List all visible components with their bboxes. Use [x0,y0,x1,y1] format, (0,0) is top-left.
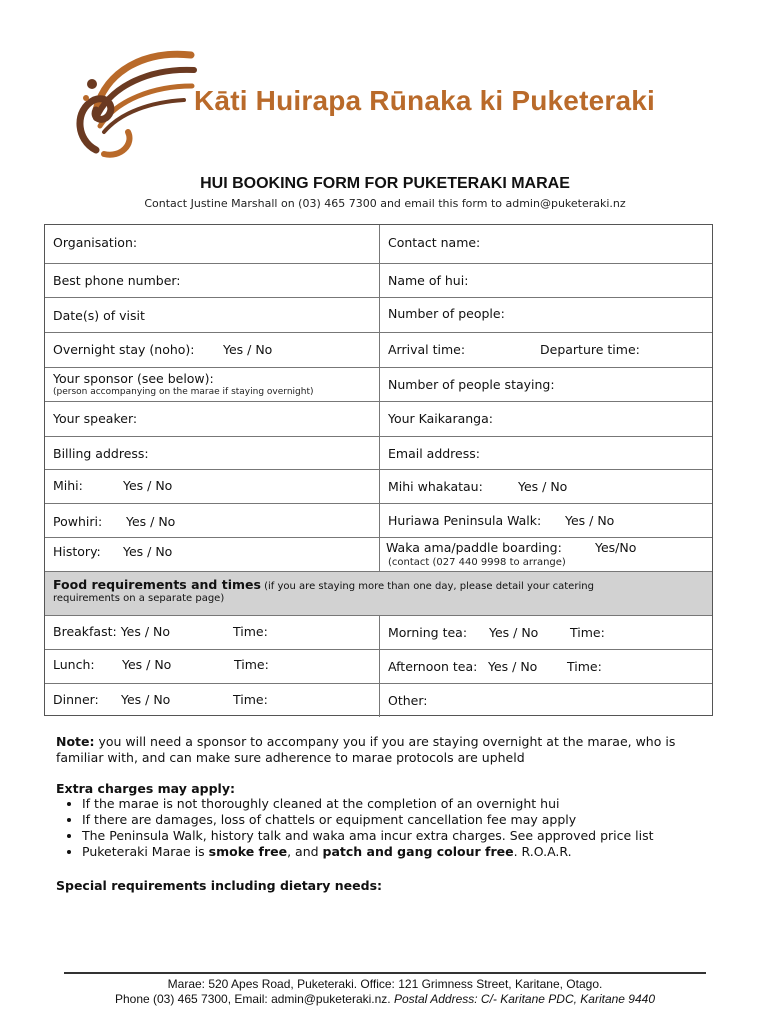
waka-ama-label: Waka ama/paddle boarding: [386,540,562,555]
breakfast-yes-no[interactable]: Breakfast: Yes / No [53,624,171,639]
mihi-whakatau-yes-no[interactable]: Yes / No [518,479,568,494]
dinner-yes-no[interactable]: Yes / No [121,692,171,707]
food-requirements-note: (if you are staying more than one day, please detail your catering [260,581,594,592]
lunch-yes-no[interactable]: Yes / No [122,657,172,672]
sponsor-field[interactable]: Your sponsor (see below): [53,371,214,386]
arrival-time-field[interactable]: Arrival time: [388,342,466,357]
list-item: • Puketeraki Marae is smoke free, and patch and gang colour free. R.O.A.R. [82,844,654,859]
departure-time-field[interactable]: Departure time: [540,342,640,357]
footer-address: Marae: 520 Apes Road, Puketeraki. Office: 121 Grimness Street, Karitane, Otago. [167,977,603,991]
huriawa-walk-yes-no[interactable]: Yes / No [565,513,615,528]
huriawa-walk-label: Huriawa Peninsula Walk: [388,513,542,528]
list-item: • The Peninsula Walk, history talk and waka ama incur extra charges. See approved price list [82,828,654,843]
list-item: • If there are damages, loss of chattels or equipment cancellation fee may apply [82,812,654,827]
history-label: History: [53,544,101,559]
list-item: • If the marae is not thoroughly cleaned at the completion of an overnight hui [82,796,654,811]
number-of-people-field[interactable]: Number of people: [388,306,505,321]
best-phone-field[interactable]: Best phone number: [53,273,181,288]
morning-tea-label: Morning tea: [388,625,468,640]
organisation-name: Kāti Huirapa Rūnaka ki Puketeraki [194,85,655,116]
food-requirements-title: Food requirements and times [53,577,261,592]
food-requirements-note-2: requirements on a separate page) [53,593,225,604]
sponsor-note: (person accompanying on the marae if staying overnight) [53,387,314,397]
overnight-stay-label: Overnight stay (noho): [53,342,195,357]
overnight-stay-yes-no[interactable]: Yes / No [223,342,273,357]
number-staying-field[interactable]: Number of people staying: [388,377,555,392]
powhiri-label: Powhiri: [53,514,103,529]
booking-form-table [44,224,713,716]
billing-address-field[interactable]: Billing address: [53,446,149,461]
mihi-whakatau-label: Mihi whakatau: [388,479,483,494]
speaker-field[interactable]: Your speaker: [53,411,138,426]
mihi-label: Mihi: [53,478,83,493]
email-address-field[interactable]: Email address: [388,446,480,461]
extra-charges-list [56,796,654,860]
contact-instructions: Contact Justine Marshall on (03) 465 7300 and email this form to admin@puketeraki.nz [144,197,626,210]
dinner-label: Dinner: [53,692,99,707]
waka-ama-contact: (contact (027 440 9998 to arrange) [388,557,566,568]
other-field[interactable]: Other: [388,693,428,708]
patch-free-text: patch and gang colour free [322,844,514,859]
breakfast-time-field[interactable]: Time: [233,624,268,639]
koru-swirl-icon [66,40,201,160]
kaikaranga-field[interactable]: Your Kaikaranga: [388,411,493,426]
afternoon-tea-time-field[interactable]: Time: [567,659,602,674]
dates-of-visit-field[interactable]: Date(s) of visit [53,308,145,323]
lunch-label: Lunch: [53,657,95,672]
special-requirements-label: Special requirements including dietary needs: [56,878,383,893]
afternoon-tea-yes-no[interactable]: Yes / No [488,659,538,674]
smoke-free-text: smoke free [208,844,288,859]
note-text: you will need a sponsor to accompany you if you are staying overnight at the marae, who is familiar with, and can make sure adherence to marae protocols are upheld [56,734,676,765]
organisation-field[interactable]: Organisation: [53,235,138,250]
morning-tea-time-field[interactable]: Time: [570,625,605,640]
waka-ama-yes-no[interactable]: Yes/No [595,540,637,555]
food-requirements-header [45,571,712,615]
mihi-yes-no[interactable]: Yes / No [123,478,173,493]
powhiri-yes-no[interactable]: Yes / No [126,514,176,529]
morning-tea-yes-no[interactable]: Yes / No [489,625,539,640]
dinner-time-field[interactable]: Time: [233,692,268,707]
name-of-hui-field[interactable]: Name of hui: [388,273,469,288]
note-label: Note: [56,734,95,749]
contact-name-field[interactable]: Contact name: [388,235,481,250]
history-yes-no[interactable]: Yes / No [123,544,173,559]
afternoon-tea-label: Afternoon tea: [388,659,478,674]
sponsor-note-paragraph [56,734,696,766]
extra-charges-title: Extra charges may apply: [56,781,235,796]
footer-contact: Phone (03) 465 7300, Email: admin@puketeraki.nz. Postal Address: C/- Karitane PDC, Karitane 9440 [114,992,656,1006]
lunch-time-field[interactable]: Time: [234,657,269,672]
form-title: HUI BOOKING FORM FOR PUKETERAKI MARAE [200,175,570,192]
organisation-logo [66,40,696,160]
footer-divider [64,972,706,974]
